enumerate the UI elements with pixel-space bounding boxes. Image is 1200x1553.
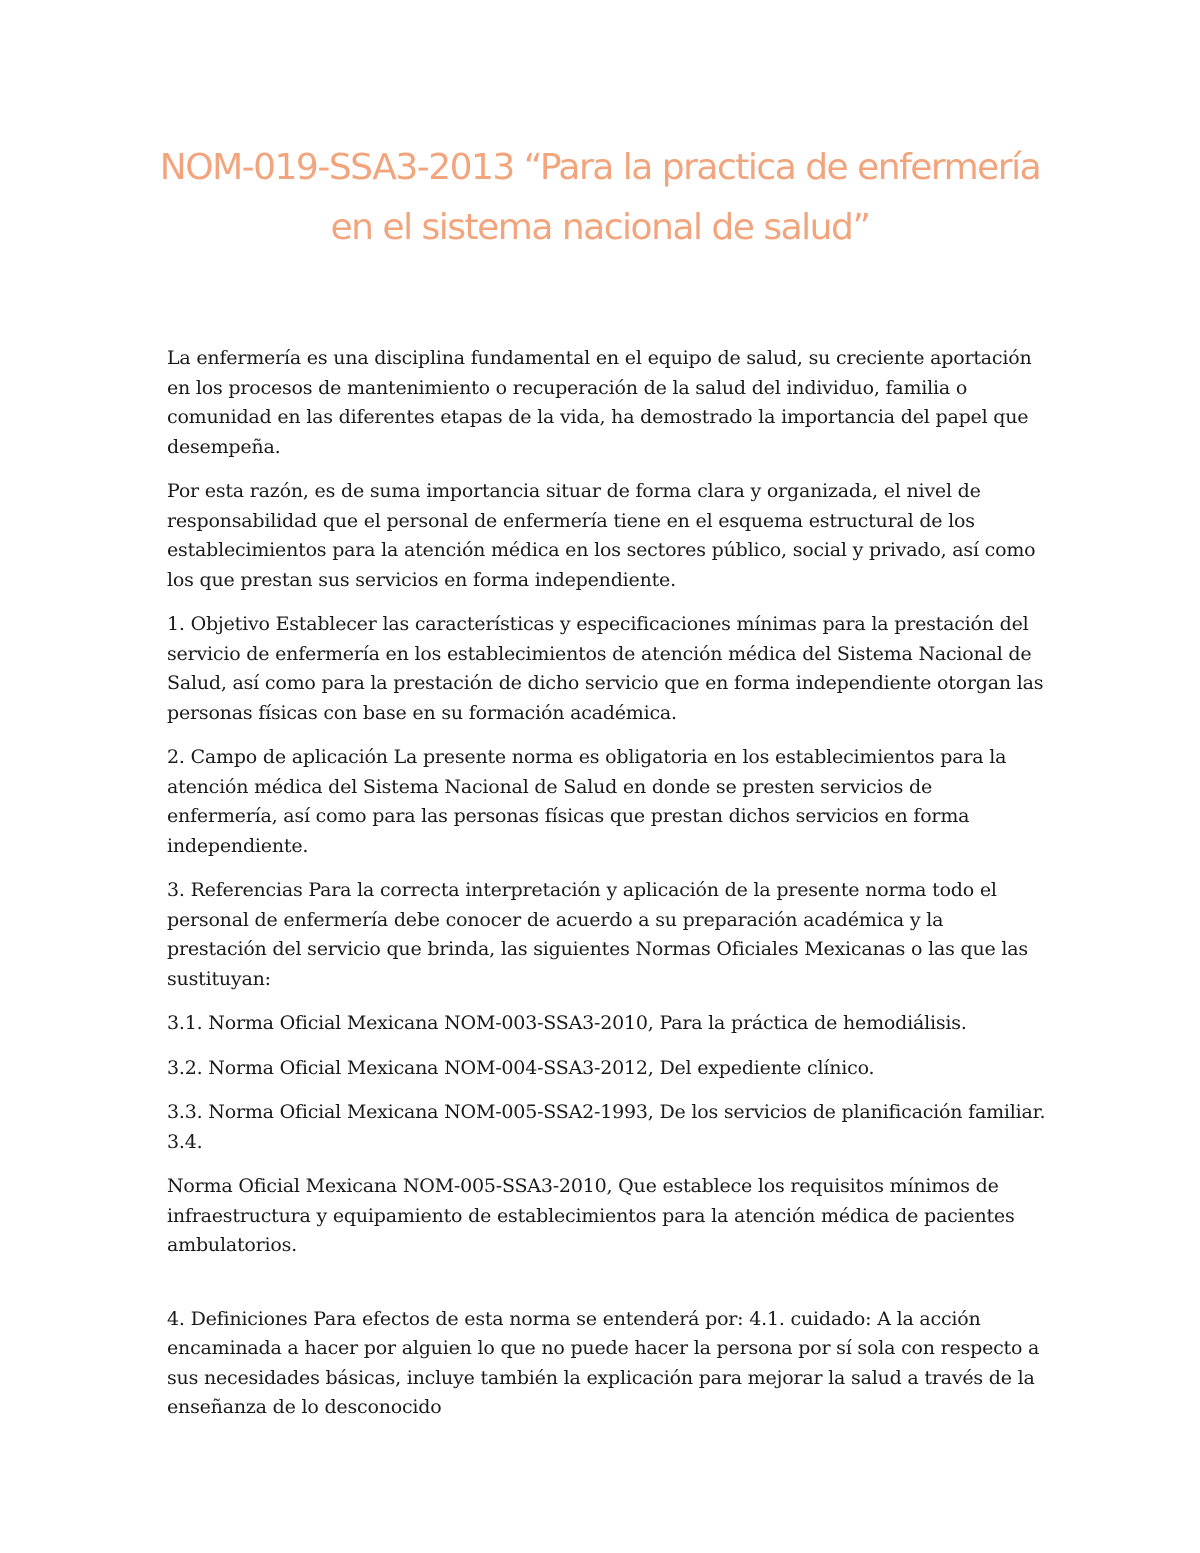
document-body: [167, 344, 1047, 1438]
reference-3-2: 3.2. Norma Oficial Mexicana NOM-004-SSA3-2012, Del expediente clínico.: [167, 1056, 875, 1079]
reference-3-3: 3.3. Norma Oficial Mexicana NOM-005-SSA2-1993, De los servicios de planificación familiar. 3.4.: [167, 1101, 1046, 1153]
title-line-2: en el sistema nacional de salud”: [330, 207, 870, 248]
section-references: 3. Referencias Para la correcta interpretación y aplicación de la presente norma todo el personal de enfermería debe conocer de acuerdo a su preparación académica y la prestación del servicio que brinda, las siguientes Normas Oficiales Mexicanas o las que las sustituyan:: [167, 879, 1028, 990]
intro-paragraph: La enfermería es una disciplina fundamental en el equipo de salud, su creciente aportación en los procesos de mantenimiento o recuperación de la salud del individuo, familia o comunidad en las diferentes etapas de la vida, ha demostrado la importancia del papel que desempeña.: [167, 347, 1032, 458]
reference-3-1: 3.1. Norma Oficial Mexicana NOM-003-SSA3-2010, Para la práctica de hemodiálisis.: [167, 1012, 967, 1034]
document-title: [120, 138, 1080, 258]
section-scope: 2. Campo de aplicación La presente norma es obligatoria en los establecimientos para la atención médica del Sistema Nacional de Salud en donde se presten servicios de enfermería, así como para las personas físicas que prestan dichos servicios en forma independiente.: [167, 746, 1007, 857]
title-line-1: NOM-019-SSA3-2013 “Para la practica de enfermería: [159, 147, 1041, 188]
section-definitions: 4. Definiciones Para efectos de esta norma se entenderá por: 4.1. cuidado: A la acción encaminada a hacer por alguien lo que no puede hacer la persona por sí sola con respecto a sus necesidades básicas, incluye también la explicación para mejorar la salud a través de la enseñanza de lo desconocido: [167, 1307, 1040, 1418]
section-objective: 1. Objetivo Establecer las características y especificaciones mínimas para la prestación del servicio de enfermería en los establecimientos de atención médica del Sistema Nacional de Salud, así como para la prestación de dicho servicio que en forma independiente otorgan las personas físicas con base en su formación académica.: [167, 613, 1044, 724]
reference-3-4: Norma Oficial Mexicana NOM-005-SSA3-2010, Que establece los requisitos mínimos de infraestructura y equipamiento de establecimientos para la atención médica de pacientes ambulatorios.: [167, 1175, 1015, 1256]
responsibility-paragraph: Por esta razón, es de suma importancia situar de forma clara y organizada, el nivel de responsabilidad que el personal de enfermería tiene en el esquema estructural de los establecimientos para la atención médica en los sectores público, social y privado, así como los que prestan sus servicios en forma independiente.: [167, 480, 1036, 591]
